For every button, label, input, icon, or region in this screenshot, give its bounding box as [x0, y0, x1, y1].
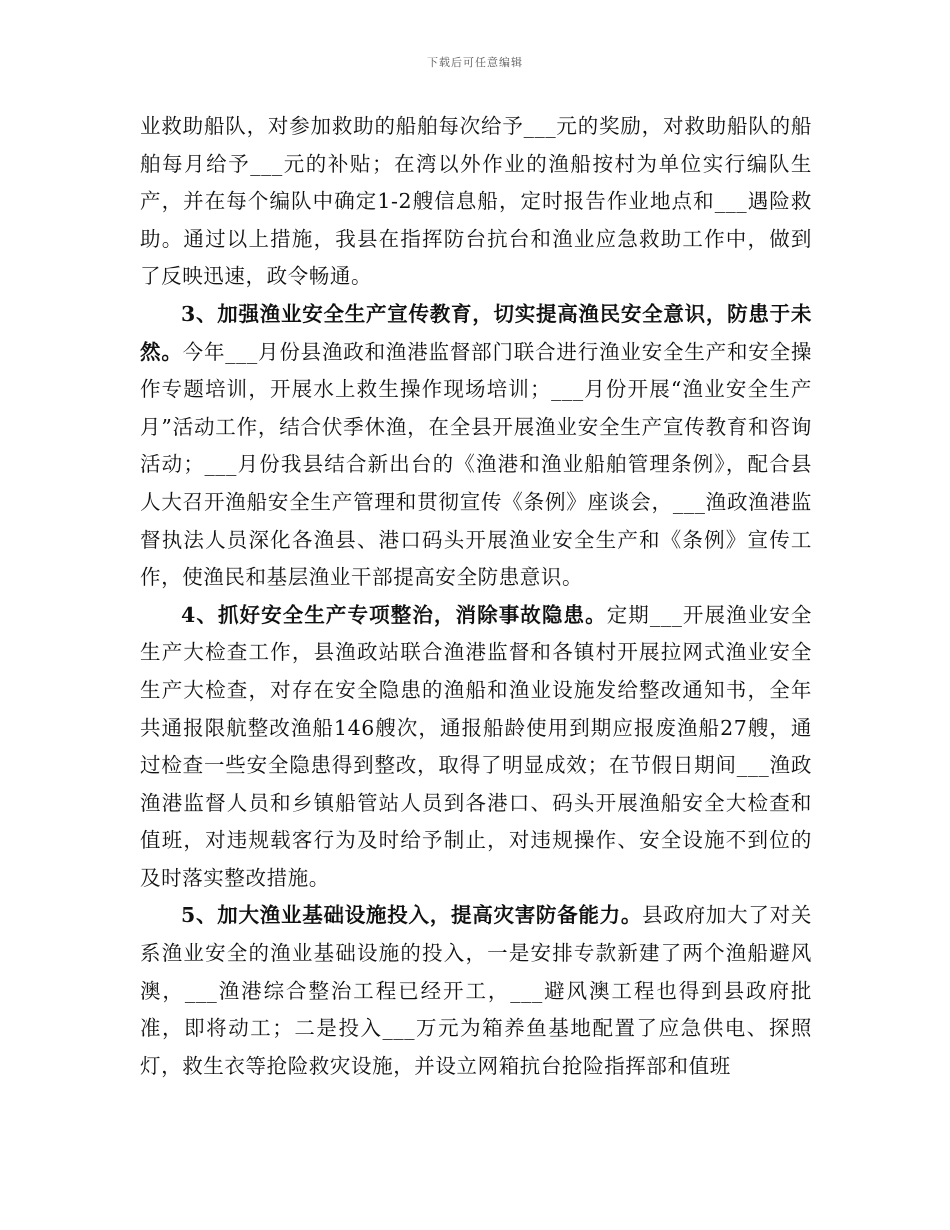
page-header-note: 下载后可任意编辑	[427, 56, 523, 69]
paragraph-section-5	[140, 897, 812, 1085]
paragraph-text: 县政府加大了对关系渔业安全的渔业基础设施的投入，一是安排专款新建了两个渔船避风澳，___渔港综合整治工程已经开工，___避风澳工程也得到县政府批准，即将动工；二是投入___万元为箱养鱼基地配置了应急供电、探照灯，救生衣等抢险救灾设施，并设立网箱抗台抢险指挥部和值班	[140, 903, 812, 1078]
paragraph-text: 定期___开展渔业安全生产大检查工作，县渔政站联合渔港监督和各镇村开展拉网式渔业安全生产大检查，对存在安全隐患的渔船和渔业设施发给整改通知书，全年共通报限航整改渔船146艘次，通报船龄使用到期应报废渔船27艘，通过检查一些安全隐患得到整改，取得了明显成效；在节假日期间___渔政渔港监督人员和乡镇船管站人员到各港口、码头开展渔船安全大检查和值班，对违规载客行为及时给予制止，对违规操作、安全设施不到位的及时落实整改措施。	[140, 602, 813, 890]
section-heading-5: 5、加大渔业基础设施投入，提高灾害防备能力。	[181, 903, 643, 928]
document-body	[140, 108, 812, 1085]
section-heading-4: 4、抓好安全生产专项整治，消除事故隐患。	[181, 602, 607, 627]
paragraph-continuation	[140, 108, 812, 296]
paragraph-text: 业救助船队，对参加救助的船舶每次给予___元的奖励，对救助船队的船舶每月给予___元的补贴；在湾以外作业的渔船按村为单位实行编队生产，并在每个编队中确定1-2艘信息船，定时报告作业地点和___遇险救助。通过以上措施，我县在指挥防台抗台和渔业应急救助工作中，做到了反映迅速，政令畅通。	[140, 114, 812, 289]
section-heading-3: 3、加强渔业安全生产宣传教育，切实提高渔民安全意识，防患于未然。	[140, 301, 812, 364]
paragraph-text: 今年___月份县渔政和渔港监督部门联合进行渔业安全生产和安全操作专题培训，开展水上救生操作现场培训；___月份开展“渔业安全生产月”活动工作，结合伏季休渔，在全县开展渔业安全生产宣传教育和咨询活动；___月份我县结合新出台的《渔港和渔业船舶管理条例》，配合县人大召开渔船安全生产管理和贯彻宣传《条例》座谈会，___渔政渔港监督执法人员深化各渔县、港口码头开展渔业安全生产和《条例》宣传工作，使渔民和基层渔业干部提高安全防患意识。	[140, 339, 812, 590]
paragraph-section-3	[140, 296, 812, 597]
paragraph-section-4	[140, 597, 812, 898]
